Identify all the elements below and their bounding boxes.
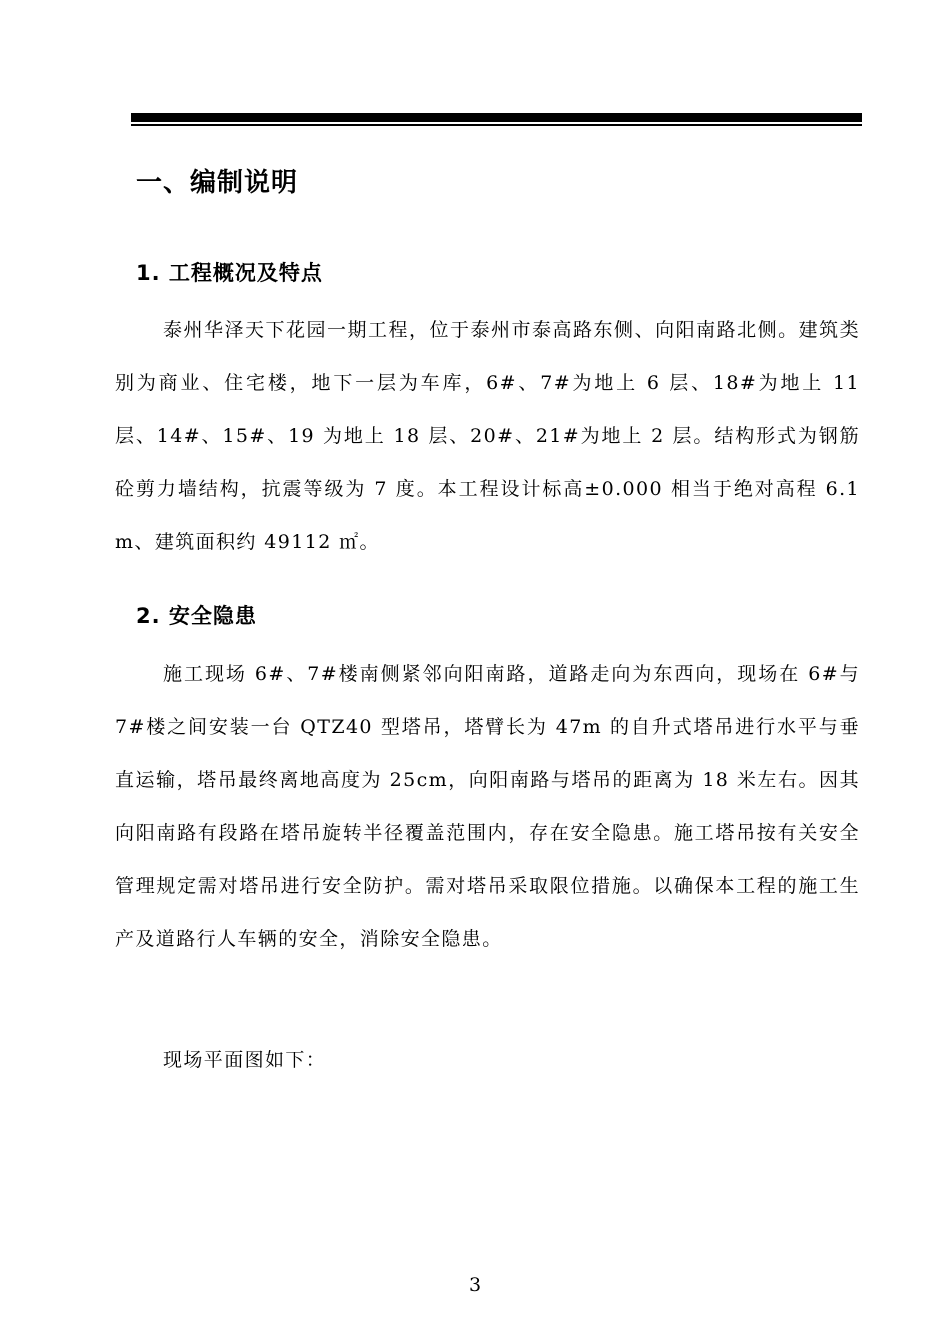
header-rule [131, 113, 862, 122]
page-number: 3 [468, 1274, 482, 1296]
paragraph-site-plan-intro: 现场平面图如下： [163, 1049, 327, 1071]
paragraph-safety-hazards: 施工现场 6#、7#楼南侧紧邻向阳南路，道路走向为东西向，现场在 6#与 7#楼之间安装一台 QTZ40 型塔吊，塔臂长为 47m 的自升式塔吊进行水平与垂直运输，塔吊最终离地高度为 25cm，向阳南路与塔吊的距离为 18 米左右。因其向阳南路有段路在塔吊旋转半径覆盖范围内，存在安全隐患。施工塔吊按有关安全管理规定需对塔吊进行安全防护。需对塔吊采取限位措施。以确保本工程的施工生产及道路行人车辆的安全，消除安全隐患。 [115, 663, 860, 950]
heading-project-overview: 1. 工程概况及特点 [136, 261, 323, 285]
section-title: 一、编制说明 [136, 168, 299, 198]
header-rule-thin [131, 124, 862, 126]
paragraph-project-overview: 泰州华泽天下花园一期工程，位于泰州市泰高路东侧、向阳南路北侧。建筑类别为商业、住宅楼，地下一层为车库，6#、7#为地上 6 层、18#为地上 11 层、14#、15#、19 为地上 18 层、20#、21#为地上 2 层。结构形式为钢筋砼剪力墙结构，抗震等级为 7 度。本工程设计标高±0.000 相当于绝对高程 6.1m、建筑面积约 49112 ㎡。 [115, 319, 860, 553]
heading-safety-hazards: 2. 安全隐患 [136, 604, 257, 628]
